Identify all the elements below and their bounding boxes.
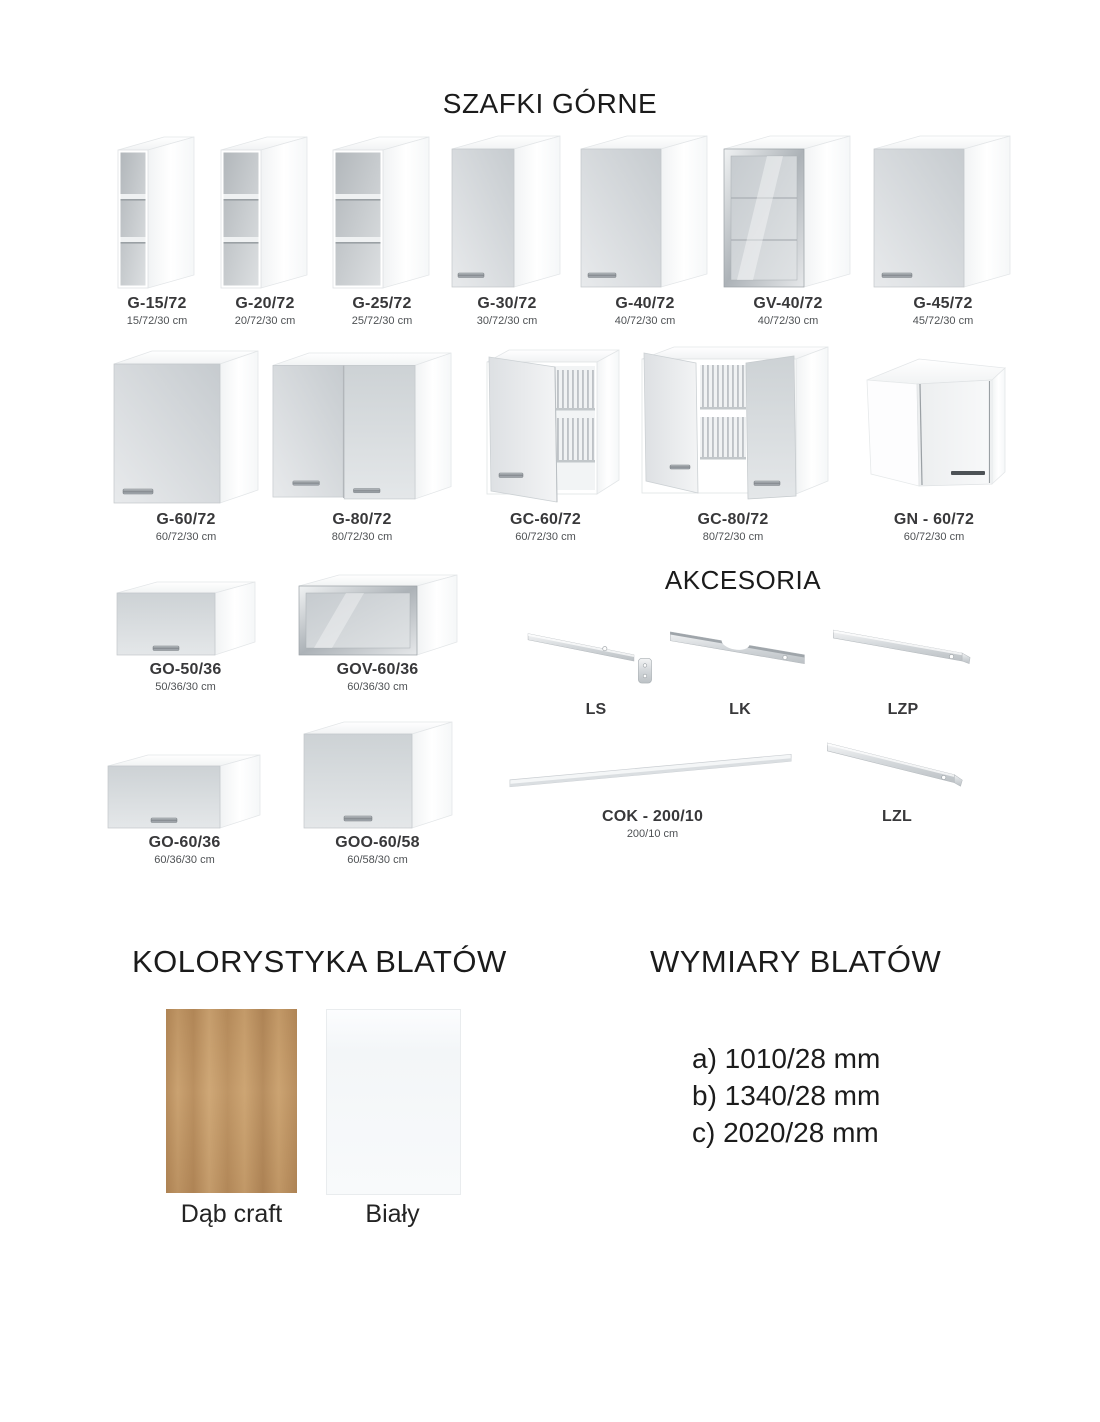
product-code: LZP bbox=[887, 701, 919, 718]
product-code: G-30/72 bbox=[477, 295, 537, 312]
product-dimensions: 40/72/30 cm bbox=[757, 315, 819, 327]
product-code: COK - 200/10 bbox=[601, 808, 704, 825]
worktop-dimensions-title: WYMIARY BLATÓW bbox=[650, 944, 942, 979]
swatch-label: Biały bbox=[365, 1200, 420, 1228]
single-door-cabinet-icon bbox=[873, 134, 1013, 290]
product-card bbox=[108, 556, 263, 693]
double-open-door-drainer-cabinet-icon bbox=[636, 341, 831, 506]
corner-cabinet-icon bbox=[859, 354, 1009, 506]
product-code: GO-50/36 bbox=[149, 661, 222, 678]
product-card bbox=[272, 344, 452, 543]
product-code: GV-40/72 bbox=[753, 295, 823, 312]
product-dimensions: 45/72/30 cm bbox=[912, 315, 974, 327]
product-card bbox=[873, 132, 1013, 327]
product-dimensions: 200/10 cm bbox=[626, 828, 679, 840]
glass-flip-up-cabinet-icon bbox=[298, 572, 458, 656]
product-code: G-80/72 bbox=[332, 511, 392, 528]
worktop-dimension-item: b) 1340/28 mm bbox=[692, 1080, 881, 1111]
product-card bbox=[210, 132, 320, 327]
single-door-cabinet-icon bbox=[113, 348, 259, 506]
worktop-dimension-item: a) 1010/28 mm bbox=[692, 1043, 881, 1074]
worktop-end-strip-left-icon bbox=[822, 728, 972, 803]
product-code: G-25/72 bbox=[352, 295, 412, 312]
product-code: G-20/72 bbox=[235, 295, 295, 312]
product-dimensions: 60/72/30 cm bbox=[515, 531, 576, 543]
product-dimensions: 60/36/30 cm bbox=[347, 681, 408, 693]
product-code: LZL bbox=[882, 808, 912, 825]
product-card bbox=[856, 344, 1012, 543]
worktop-dimensions-list bbox=[692, 1040, 880, 1151]
worktop-colors-title: KOLORYSTYKA BLATÓW bbox=[132, 944, 507, 979]
product-dimensions: 20/72/30 cm bbox=[234, 315, 296, 327]
open-door-drainer-cabinet-icon bbox=[471, 344, 621, 506]
product-card bbox=[634, 344, 832, 543]
product-dimensions: 60/72/30 cm bbox=[155, 531, 217, 543]
product-dimensions: 50/36/30 cm bbox=[155, 681, 216, 693]
flip-up-cabinet-icon bbox=[107, 753, 262, 829]
product-card bbox=[300, 703, 455, 866]
worktop-dimension-item: c) 2020/28 mm bbox=[692, 1117, 879, 1148]
product-code: GC-60/72 bbox=[510, 511, 581, 528]
swatch-bialy bbox=[326, 1009, 461, 1195]
flip-up-cabinet-icon bbox=[116, 580, 256, 656]
product-dimensions: 80/72/30 cm bbox=[331, 531, 393, 543]
single-door-cabinet-icon bbox=[580, 134, 710, 290]
open-shelf-cabinet-icon bbox=[220, 136, 310, 290]
product-card bbox=[468, 344, 623, 543]
product-card bbox=[447, 132, 567, 327]
product-code: GO-60/36 bbox=[148, 834, 221, 851]
product-card bbox=[723, 132, 853, 327]
double-door-cabinet-icon bbox=[272, 346, 452, 506]
product-dimensions: 80/72/30 cm bbox=[702, 531, 764, 543]
product-code: G-15/72 bbox=[127, 295, 187, 312]
worktop-end-strip-right-icon bbox=[828, 611, 978, 696]
product-dimensions: 30/72/30 cm bbox=[476, 315, 538, 327]
upper-cabinets-title: SZAFKI GÓRNE bbox=[442, 88, 658, 119]
product-dimensions: 25/72/30 cm bbox=[351, 315, 413, 327]
product-card bbox=[327, 132, 437, 327]
plinth-strip-icon bbox=[505, 743, 800, 803]
swatch-label: Dąb craft bbox=[180, 1200, 283, 1228]
product-code: LK bbox=[729, 701, 751, 718]
open-shelf-cabinet-icon bbox=[117, 136, 197, 290]
product-code: GOV-60/36 bbox=[336, 661, 419, 678]
open-shelf-cabinet-icon bbox=[332, 136, 432, 290]
product-code: GN - 60/72 bbox=[893, 511, 975, 528]
product-code: G-60/72 bbox=[156, 511, 216, 528]
product-code: GOO-60/58 bbox=[335, 834, 420, 851]
product-card bbox=[295, 556, 460, 693]
product-code: GC-80/72 bbox=[697, 511, 769, 528]
product-dimensions: 40/72/30 cm bbox=[614, 315, 676, 327]
accessories-title: AKCESORIA bbox=[664, 565, 822, 595]
product-dimensions: 60/36/30 cm bbox=[154, 854, 215, 866]
product-code: G-45/72 bbox=[913, 295, 973, 312]
product-code: LS bbox=[585, 701, 607, 718]
product-dimensions: 60/72/30 cm bbox=[903, 531, 965, 543]
glass-door-cabinet-icon bbox=[723, 134, 853, 290]
single-door-cabinet-icon bbox=[451, 134, 563, 290]
product-dimensions: 60/58/30 cm bbox=[347, 854, 408, 866]
product-card bbox=[102, 132, 212, 327]
worktop-corner-joint-strip-icon bbox=[665, 611, 815, 696]
product-dimensions: 15/72/30 cm bbox=[126, 315, 188, 327]
product-card bbox=[505, 695, 800, 840]
product-card bbox=[107, 703, 262, 866]
swatch-dab-craft bbox=[166, 1009, 297, 1193]
product-card bbox=[111, 344, 261, 543]
flip-up-cabinet-tall-icon bbox=[303, 719, 453, 829]
product-card bbox=[580, 132, 710, 327]
product-card bbox=[822, 695, 972, 826]
worktop-joint-strip-icon bbox=[521, 611, 671, 696]
product-code: G-40/72 bbox=[615, 295, 675, 312]
